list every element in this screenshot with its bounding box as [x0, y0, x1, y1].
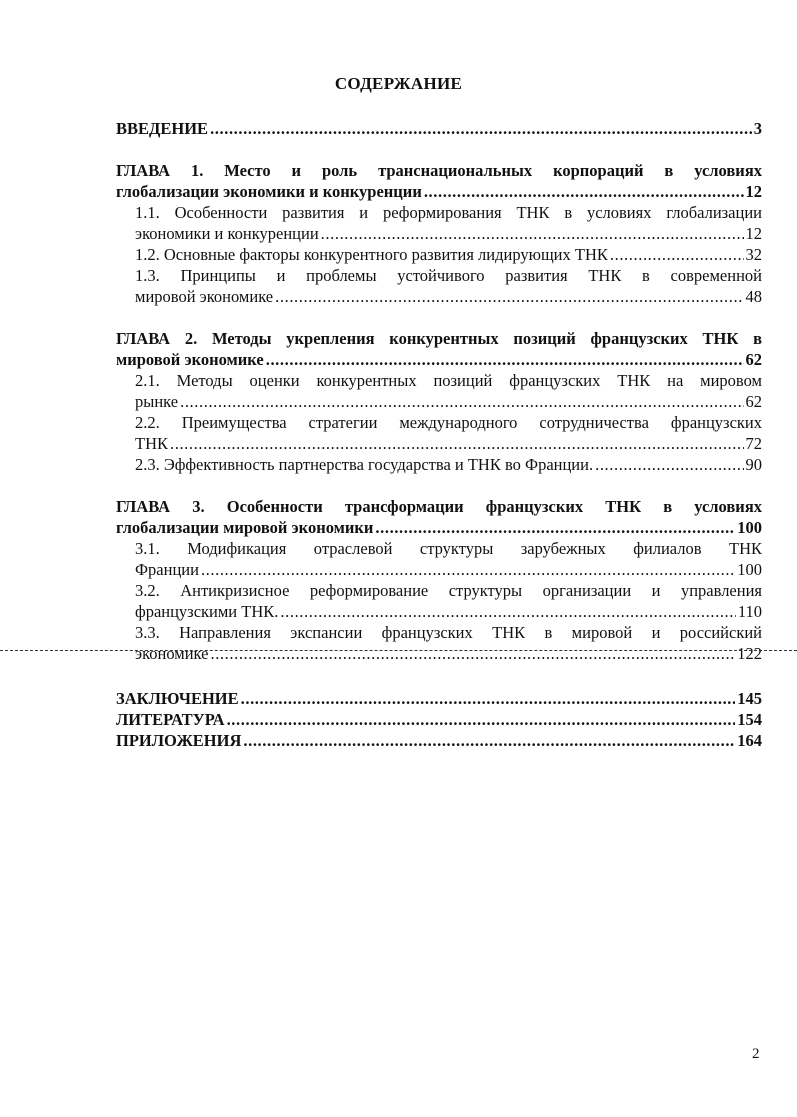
table-of-contents — [116, 118, 762, 751]
toc-chapter-3 — [116, 496, 762, 664]
chapter-title-line[interactable]: ГЛАВА 1. Место и роль транснациональных корпораций в условиях — [116, 161, 762, 180]
page-number: 2 — [752, 1046, 760, 1062]
toc-section-2-3[interactable]: 2.3. Эффективность партнерства государства и ТНК во Франции. ..... 90 — [116, 454, 762, 475]
toc-entry-page: 3 — [753, 119, 762, 138]
toc-entry-conclusion[interactable]: ЗАКЛЮЧЕНИЕ ..... 145 — [116, 688, 762, 709]
toc-section-3-3[interactable]: 3.3. Направления экспансии французских ТНК в мировой и российский экономике ..... 122 — [116, 622, 762, 664]
toc-entry-appendices[interactable]: ПРИЛОЖЕНИЯ ..... 164 — [116, 730, 762, 751]
toc-endings — [116, 688, 762, 751]
toc-entry-page: 62 — [745, 350, 762, 369]
toc-section-1-2[interactable]: 1.2. Основные факторы конкурентного развития лидирующих ТНК ..... 32 — [116, 244, 762, 265]
scan-artifact-line — [0, 650, 797, 651]
chapter-title-line[interactable]: ГЛАВА 2. Методы укрепления конкурентных позиций французских ТНК в — [116, 329, 762, 348]
toc-section-2-1[interactable]: 2.1. Методы оценки конкурентных позиций французских ТНК на мировом рынке ..... 62 — [116, 370, 762, 412]
toc-chapter-2 — [116, 328, 762, 475]
chapter-title-end[interactable]: мировой экономике ..... 62 — [116, 349, 762, 370]
chapter-title-end[interactable]: глобализации мировой экономики ..... 100 — [116, 517, 762, 538]
toc-section-3-1[interactable]: 3.1. Модификация отраслевой структуры зарубежных филиалов ТНК Франции ..... 100 — [116, 538, 762, 580]
toc-entry-literature[interactable]: ЛИТЕРАТУРА ..... 154 — [116, 709, 762, 730]
toc-entry-intro[interactable] — [116, 118, 762, 139]
toc-section-1-1[interactable]: 1.1. Особенности развития и реформирования ТНК в условиях глобализации экономики и конкуренции ..... 12 — [116, 202, 762, 244]
page-title: СОДЕРЖАНИЕ — [334, 74, 463, 93]
toc-entry-page: 100 — [737, 518, 762, 537]
toc-section-1-3[interactable]: 1.3. Принципы и проблемы устойчивого развития ТНК в современной мировой экономике ..... 48 — [116, 265, 762, 307]
chapter-title-line[interactable]: ГЛАВА 3. Особенности трансформации французских ТНК в условиях — [116, 497, 762, 516]
toc-entry-page: 12 — [745, 182, 762, 201]
toc-section-3-2[interactable]: 3.2. Антикризисное реформирование структуры организации и управления французскими ТНК. ..... 110 — [116, 580, 762, 622]
toc-entry-label: ВВЕДЕНИЕ — [116, 119, 209, 138]
chapter-title-end[interactable]: глобализации экономики и конкуренции ..... 12 — [116, 181, 762, 202]
toc-chapter-1 — [116, 160, 762, 307]
toc-section-2-2[interactable]: 2.2. Преимущества стратегии международного сотрудничества французских ТНК ..... 72 — [116, 412, 762, 454]
